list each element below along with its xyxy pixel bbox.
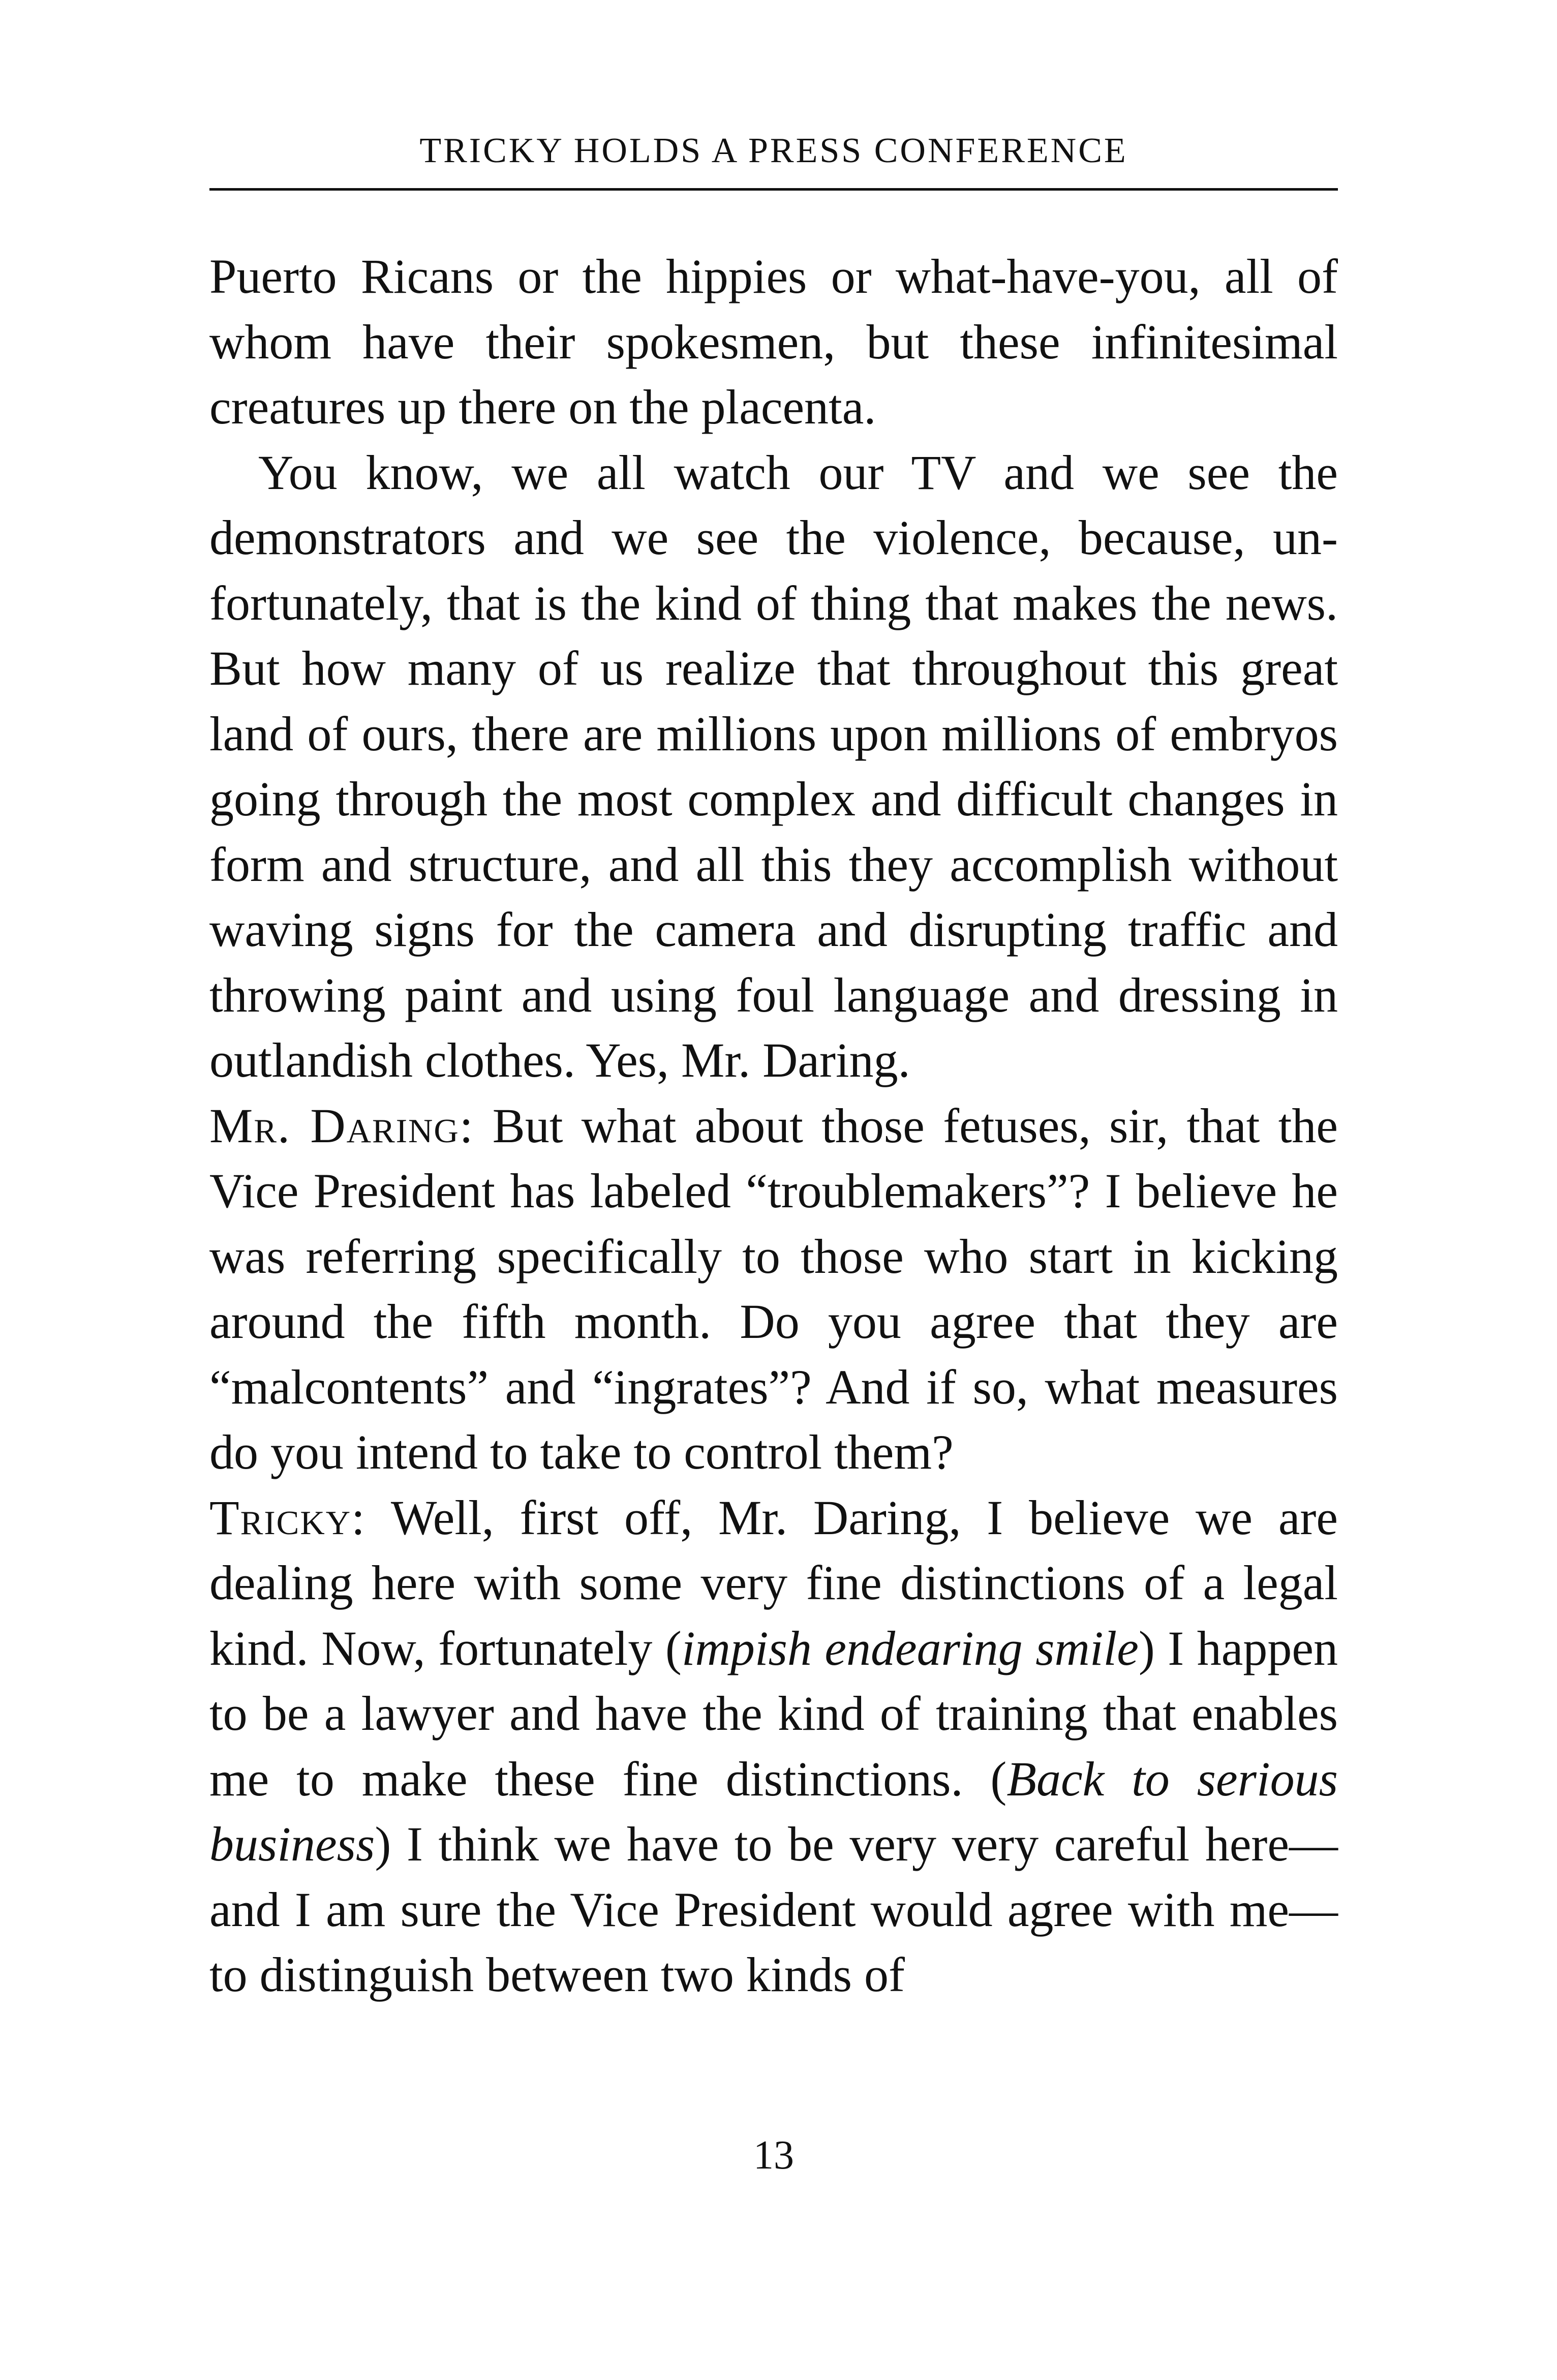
stage-direction: Back to serious business [209,1751,1338,1871]
paragraph-continuation: Puerto Ricans or the hippies or what-have-you, all of whom have their spokesmen, but these infinitesimal creatures up there on the placenta. [209,249,1338,434]
paragraph-mr-daring-question [209,1093,1338,1485]
page-number: 13 [753,2133,794,2178]
body-text [209,244,1338,2008]
answer-text: ) I happen to be a lawyer and have the kind of training that enables me to make these fine distinctions. ( [209,1621,1338,1806]
question-text: But what about those fetuses, sir, that the Vice President has labeled “troublemakers”? I believe he was referring specifically to those who start in kicking around the fifth month. Do you agree that they are “malcontents” and “ingrates”? And if so, what measures do you intend to take to control them? [209,1098,1338,1479]
speaker-label: Mr. Daring: [209,1098,474,1153]
paragraph-tricky-speech: You know, we all watch our TV and we see the demonstrators and we see the violence, because, unfortunately, that is the kind of thing that makes the news. But how many of us realize that throughout this great land of ours, there are millions upon millions of embryos going through the most complex and difficult changes in form and structure, and all this they accomplish without waving signs for the camera and disrupting traffic and throwing paint and using foul language and dressing in outlandish clothes. Yes, Mr. Daring. [209,445,1338,1087]
stage-direction: impish endearing smile [681,1621,1139,1675]
header-rule [209,188,1338,191]
running-head: TRICKY HOLDS A PRESS CONFERENCE [419,131,1128,170]
speaker-label: Tricky: [209,1490,366,1545]
paragraph-tricky-answer [209,1485,1338,2008]
answer-text: ) I think we have to be very very careful here—and I am sure the Vice President would agree with me—to distinguish between two kinds of [209,1817,1338,2002]
answer-text: Well, first off, Mr. Daring, I believe we are dealing here with some very fine distinctions of a legal kind. Now, fortunately ( [209,1490,1338,1675]
